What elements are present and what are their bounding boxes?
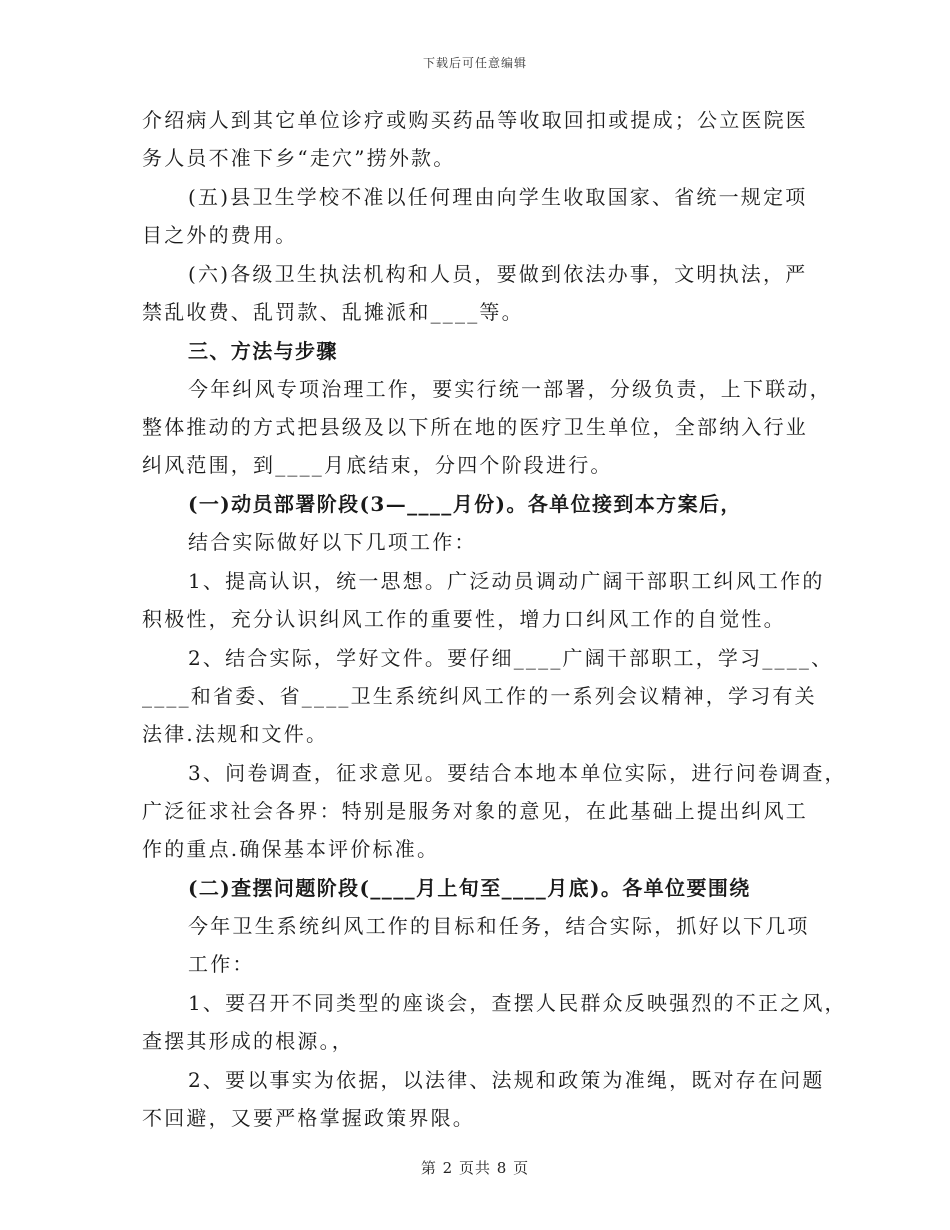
paragraph-line: 今年卫生系统纠风工作的目标和任务，结合实际，抓好以下几项 (188, 914, 810, 938)
subsection-heading: (一)动员部署阶段(3—____月份)。各单位接到本方案后， (188, 492, 742, 516)
paragraph-line: 禁乱收费、乱罚款、乱摊派和____等。 (142, 300, 524, 324)
paragraph-line: 工作： (188, 952, 255, 976)
paragraph-line: 2、要以事实为依据，以法律、法规和政策为准绳，既对存在问题 (188, 1068, 825, 1092)
page-footer: 第 2 页共 8 页 (420, 1159, 530, 1177)
paragraph-line: 1、要召开不同类型的座谈会，查摆人民群众反映强烈的不正之风， (188, 991, 847, 1015)
paragraph-line: 查摆其形成的根源。， (142, 1029, 354, 1053)
paragraph-line: 今年纠风专项治理工作，要实行统一部署，分级负责，上下联动， (188, 377, 832, 401)
paragraph-line: 目之外的费用。 (142, 223, 298, 247)
paragraph-line: 作的重点.确保基本评价标准。 (142, 837, 440, 861)
paragraph-line: 2、结合实际，学好文件。要仔细____广阔干部职工，学习____、 (188, 646, 834, 670)
paragraph-line: (六)各级卫生执法机构和人员，要做到依法办事，文明执法，严 (188, 262, 808, 286)
paragraph-line: 1、提高认识，统一思想。广泛动员调动广阔干部职工纠风工作的 (188, 569, 825, 593)
paragraph-line: 结合实际做好以下几项工作： (188, 530, 477, 554)
paragraph-line: 务人员不准下乡“走穴”捞外款。 (142, 146, 456, 170)
page-header: 下载后可任意编辑 (422, 56, 527, 70)
subsection-heading: (二)查摆问题阶段(____月上旬至____月底)。各单位要围绕 (188, 876, 751, 900)
paragraph-line: 纠风范围，到____月底结束，分四个阶段进行。 (142, 453, 613, 477)
paragraph-line: 广泛征求社会各界：特别是服务对象的意见，在此基础上提出纠风工 (142, 799, 808, 823)
paragraph-line: 不回避，又要严格掌握政策界限。 (142, 1106, 475, 1130)
paragraph-line: 法律.法规和文件。 (142, 722, 329, 746)
paragraph-line: 积极性，充分认识纠风工作的重要性，增力口纠风工作的自觉性。 (142, 607, 786, 631)
paragraph-line: 介绍病人到其它单位诊疗或购买药品等收取回扣或提成；公立医院医 (142, 108, 808, 132)
paragraph-line: (五)县卫生学校不准以任何理由向学生收取国家、省统一规定项 (188, 185, 808, 209)
section-heading: 三、方法与步骤 (188, 339, 338, 363)
paragraph-line: ____和省委、省____卫生系统纠风工作的一系列会议精神，学习有关 (142, 684, 817, 708)
paragraph-line: 整体推动的方式把县级及以下所在地的医疗卫生单位，全部纳入行业 (142, 415, 808, 439)
paragraph-line: 3、问卷调查，征求意见。要结合本地本单位实际，进行问卷调查， (188, 761, 847, 785)
